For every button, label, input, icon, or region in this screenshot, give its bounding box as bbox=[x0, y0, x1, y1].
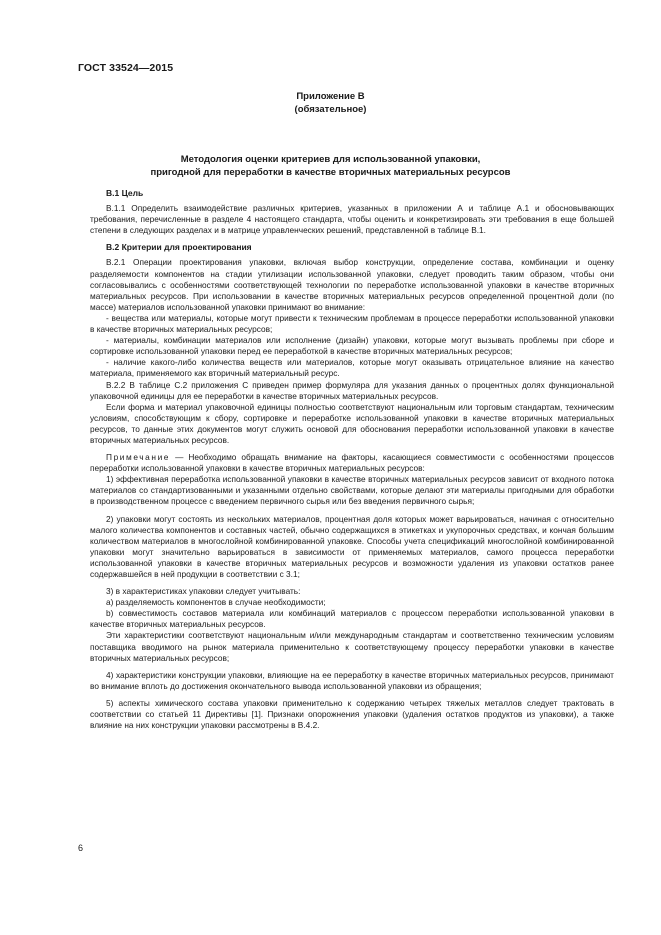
title-line-2: пригодной для переработки в качестве вторичных материальных ресурсов bbox=[150, 167, 511, 178]
note-item-2: 2) упаковки могут состоять из нескольких материалов, процентная доля которых может варьироваться, начиная с относительно малого количества компонентов и составных частей, обычно содержащихся в этикетках и укупорочных средствах, и кончая большим количеством материалов в многослойной комбинированной упаковке. Способы учета спецификаций многослойной комбинированной упаковки могут значительно варьироваться в зависимости от применяемых материалов, самого процесса переработки использованной упаковки в качестве вторичных материальных ресурсов и возможности удаления из упаковки остатков ранее содержавшейся в ней продукции в соответствии с 3.1; bbox=[90, 513, 614, 579]
bullet-item: - наличие какого-либо количества веществ или материалов, которые могут оказывать отрицательное влияние на качество материала, применяемого как вторичный материальный ресурс. bbox=[90, 357, 614, 379]
note-label: Примечание bbox=[106, 452, 171, 463]
title-line-1: Методология оценки критериев для использованной упаковки, bbox=[180, 154, 481, 165]
note-item-3c: Эти характеристики соответствуют национальным и/или международным стандартам и соответственно техническим условиям поставщика вводимого на рынок материала применительно к соответствующему процессу переработки упаковки в качестве вторичных материальных ресурсов; bbox=[90, 630, 614, 663]
paragraph-b2-2: В.2.2 В таблице С.2 приложения С приведен пример формуляра для указания данных о процентных долях функциональной упаковочной единицы для ее переработки в качестве вторичных материальных ресурсов. bbox=[90, 379, 614, 401]
annex-title: Приложение В bbox=[296, 91, 365, 102]
bullet-item: - вещества или материалы, которые могут привести к техническим проблемам в процессе переработки использованной упаковки в качестве вторичных материальных ресурсов; bbox=[90, 312, 614, 335]
section-title bbox=[0, 153, 661, 179]
annex-heading bbox=[0, 90, 661, 116]
note-item-3a: a) разделяемость компонентов в случае необходимости; bbox=[106, 597, 326, 608]
note-item-1: 1) эффективная переработка использованной упаковки в качестве вторичных материальных ресурсов зависит от входного потока материалов со стандартизованными и указанными отдельно свойствами, которые делают эти материалы пригодными для обработки в производственном процессе с введением первичного сырья или без введения первичного сырья; bbox=[90, 474, 614, 507]
note-item-4: 4) характеристики конструкции упаковки, влияющие на ее переработку в качестве вторичных материальных ресурсов, принимают во внимание вплоть до достижения окончательного вывода использованной упаковки из обращения; bbox=[90, 669, 614, 691]
paragraph-b2-3: Если форма и материал упаковочной единицы полностью соответствуют национальным или торговым стандартам, техническим условиям, способствующим к сбору, сортировке и переработке использованной упаковки в качестве вторичных материальных ресурсов, то данные этих документов могут служить основой для обоснования переработки использованной упаковки в качестве вторичных материальных ресурсов. bbox=[90, 401, 614, 445]
bullet-item: - материалы, комбинации материалов или исполнение (дизайн) упаковки, которые могут вызывать проблемы при сборе и сортировке использованной упаковки перед ее переработкой в качестве вторичных материальных ресурсов; bbox=[90, 335, 614, 357]
heading-b1: В.1 Цель bbox=[106, 188, 144, 198]
paragraph-b1-1: В.1.1 Определить взаимодействие различных критериев, указанных в приложении А и таблице А.1 и обосновывающих требования, перечисленные в разделе 4 настоящего стандарта, чтобы оценить и конкретизировать эти требования в еще большей степени в следующих разделах и в матрице управленческих решений, представленной в таблице В.1. bbox=[90, 203, 614, 236]
paragraph-b2-1: В.2.1 Операции проектирования упаковки, включая выбор конструкции, определение состава, комбинации и оценку разделяемости компонентов на стадии утилизации использованной упаковки, следует проводить таким образом, чтобы они согласовывались с особенностями соответствующей технологии по переработке использованной упаковки в качестве вторичных материальных ресурсов. При использовании в качестве вторичных материальных ресурсов определенной процентной доли (по массе) материалов использованной упаковки принимают во внимание: bbox=[90, 257, 614, 312]
note-item-5: 5) аспекты химического состава упаковки применительно к содержанию четырех тяжелых металлов следует трактовать в соответствии со статьей 11 Директивы [1]. Признаки опорожнения упаковки (удаления остатков продуктов из упаковки), а также влияние на них конструкции упаковки рассмотрены в В.4.2. bbox=[90, 697, 614, 731]
document-id: ГОСТ 33524—2015 bbox=[78, 62, 174, 74]
note-intro bbox=[90, 452, 614, 474]
note-item-3b: b) совместимость составов материала или комбинаций материалов с процессом переработки использованной упаковки в качестве вторичных материальных ресурсов. bbox=[90, 608, 614, 630]
document-body bbox=[90, 188, 614, 731]
annex-status: (обязательное) bbox=[294, 104, 367, 115]
page-number: 6 bbox=[78, 843, 84, 853]
note-item-3: 3) в характеристиках упаковки следует учитывать: bbox=[106, 586, 301, 597]
note-text: — Необходимо обращать внимание на факторы, касающиеся совместимости с особенностями процессов переработки использованной упаковки в качестве вторичных материальных ресурсов: bbox=[90, 452, 614, 474]
heading-b2: В.2 Критерии для проектирования bbox=[106, 242, 252, 253]
